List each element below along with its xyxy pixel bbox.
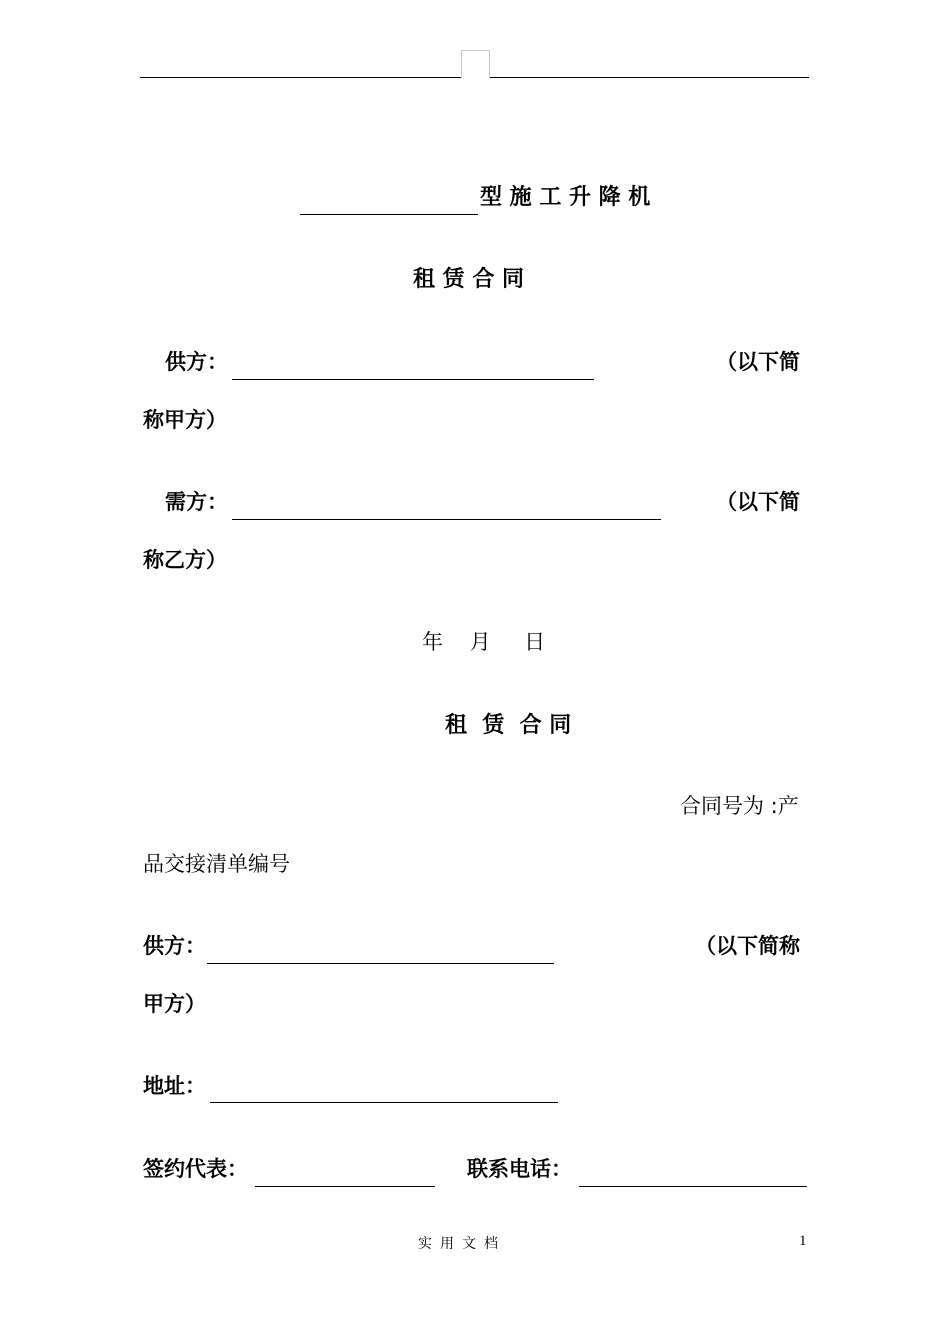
cover-title-line2: 租 赁 合 同 — [413, 267, 524, 292]
contract-address-blank[interactable] — [210, 1102, 558, 1103]
cover-demander-suffix-2: 称乙方） — [143, 548, 227, 572]
contract-signatory-blank[interactable] — [255, 1186, 435, 1187]
contract-supplier-suffix-2: 甲方） — [143, 992, 206, 1016]
cover-title-line1: 型 施 工 升 降 机 — [480, 185, 651, 210]
contract-address-label: 地址： — [143, 1074, 206, 1098]
contract-phone-blank[interactable] — [579, 1186, 807, 1187]
cover-supplier-label: 供方： — [165, 350, 228, 374]
header-box — [461, 50, 490, 78]
cover-demander-label: 需方： — [165, 490, 228, 514]
contract-number-label-2: 品交接清单编号 — [143, 852, 290, 876]
cover-supplier-suffix-2: 称甲方） — [143, 408, 227, 432]
contract-supplier-label: 供方： — [143, 934, 206, 958]
footer-text: 实用文档 — [418, 1236, 506, 1252]
cover-date: 年 月 日 — [422, 630, 546, 654]
contract-signatory-label: 签约代表： — [143, 1157, 248, 1181]
model-blank-line[interactable] — [300, 214, 478, 215]
contract-number-label-1: 合同号为 :产 — [680, 794, 799, 818]
contract-title: 租 赁 合 同 — [445, 713, 572, 738]
contract-supplier-blank[interactable] — [207, 963, 554, 964]
cover-demander-suffix-1: （以下简 — [716, 490, 800, 514]
contract-supplier-suffix-1: （以下简称 — [695, 934, 800, 958]
contract-phone-label: 联系电话： — [467, 1157, 572, 1181]
cover-demander-blank[interactable] — [232, 519, 661, 520]
cover-supplier-suffix-1: （以下简 — [716, 350, 800, 374]
cover-supplier-blank[interactable] — [232, 379, 594, 380]
page-number: 1 — [799, 1233, 807, 1249]
